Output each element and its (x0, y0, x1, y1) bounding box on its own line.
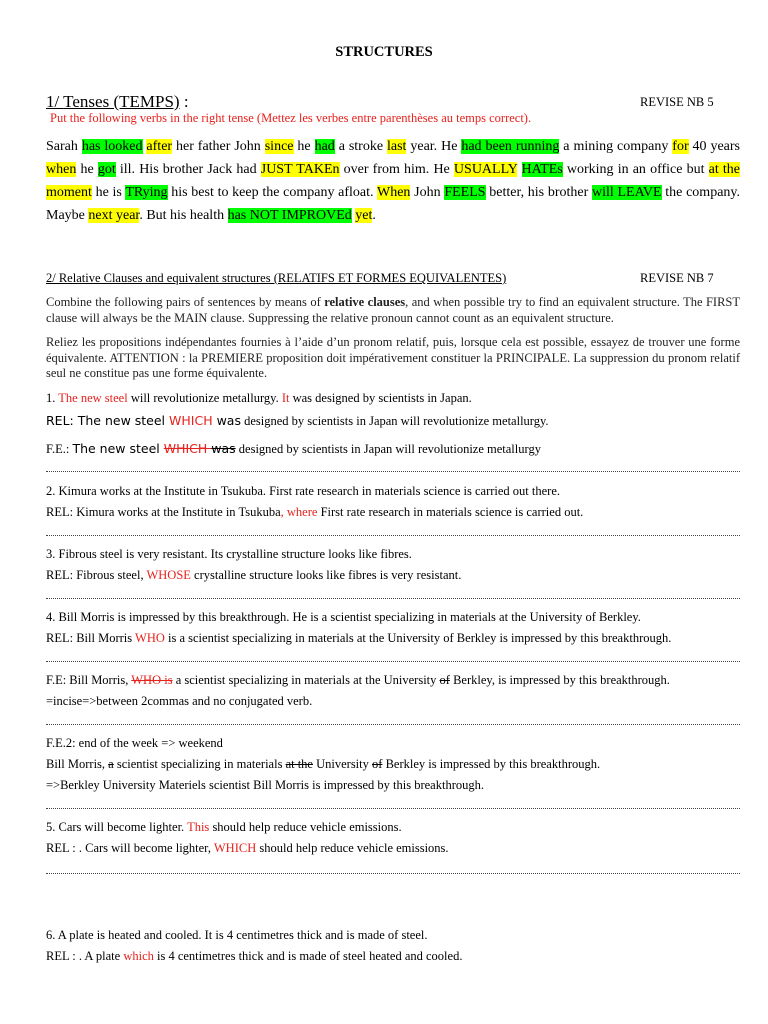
answer-line (46, 661, 740, 662)
section1-revise-note: REVISE NB 5 (640, 95, 714, 109)
answer-highlight: had (314, 139, 335, 154)
answer-highlight: next year (88, 208, 140, 223)
exercise-2-question: 2. Kimura works at the Institute in Tsukuba. First rate research in materials science is carried out there. (46, 484, 561, 498)
instructions-french: Reliez les propositions indépendantes fournies à l’aide d’un pronom relatif, puis, lorsque cela est possible, essayez de trouver une forme équivalente. ATTENTION : la PREMIERE proposition doit impérativement constituer la PRINCIPALE. La suppression du pronom relatif seul ne constitue pas une forme équivalente. (46, 335, 740, 380)
answer-line (46, 873, 740, 874)
section1-heading-text: Tenses (TEMPS) (63, 92, 180, 111)
answer-highlight: yet (355, 208, 373, 223)
answer-highlight: since (264, 139, 294, 154)
exercise-3-relative: REL: Fibrous steel, WHOSE crystalline structure looks like fibres is very resistant. (46, 568, 462, 582)
exercise-4-question: 4. Bill Morris is impressed by this breakthrough. He is a scientist specializing in materials at the University of Berkley. (46, 610, 641, 624)
answer-line (46, 808, 740, 809)
exercise-1-equivalent: F.E.: The new steel WHICH was designed by scientists in Japan will revolutionize metallurgy (46, 441, 541, 456)
answer-highlight: will LEAVE (591, 185, 662, 200)
answer-highlight: has NOT IMPROVEd (227, 208, 352, 223)
exercise-1-relative: REL: The new steel WHICH was designed by scientists in Japan will revolutionize metallurgy. (46, 413, 549, 428)
section1-instruction: Put the following verbs in the right tense (Mettez les verbes entre parenthèses au temps correct). (50, 111, 532, 125)
answer-highlight: has looked (81, 139, 143, 154)
answer-highlight: USUALLY (453, 162, 518, 177)
answer-line (46, 471, 740, 472)
section2-revise-note: REVISE NB 7 (640, 271, 714, 285)
section1-heading-number: 1/ (46, 92, 64, 111)
answer-highlight: TRying (125, 185, 168, 200)
exercise-1-question: 1. The new steel will revolutionize metallurgy. It was designed by scientists in Japan. (46, 391, 472, 405)
section2-heading: 2/ Relative Clauses and equivalent structures (RELATIFS ET FORMES EQUIVALENTES) (46, 271, 507, 285)
exercise-2-relative: REL: Kimura works at the Institute in Tsukuba, where First rate research in materials science is carried out. (46, 505, 584, 519)
tenses-paragraph: Sarah has looked after her father John since he had a stroke last year. He had been running a mining company for 40 years when he got ill. His brother Jack had JUST TAKEn over from him. He USUALLY HATEs working in an office but at the moment he is TRying his best to keep the company afloat. When John FEELS better, his brother will LEAVE the company. Maybe next year. But his health has NOT IMPROVEd yet. (46, 139, 741, 223)
exercise-4-equivalent-2: Bill Morris, a scientist specializing in materials at the University of Berkley is impressed by this breakthrough. (46, 757, 601, 771)
answer-highlight: after (146, 139, 173, 154)
answer-highlight: HATEs (521, 162, 563, 177)
exercise-4-equivalent-note: =incise=>between 2commas and no conjugated verb. (46, 694, 313, 708)
answer-line (46, 598, 740, 599)
answer-highlight: had been running (461, 139, 560, 154)
instructions-english: Combine the following pairs of sentences by means of relative clauses, and when possible try to find an equivalent structure. The FIRST clause will always be the MAIN clause. Suppressing the relative pronoun cannot count as an equivalent structure. (46, 295, 741, 325)
answer-line (46, 724, 740, 725)
answer-highlight: FEELS (444, 185, 486, 200)
exercise-6-question: 6. A plate is heated and cooled. It is 4 centimetres thick and is made of steel. (46, 928, 428, 942)
answer-highlight: got (97, 162, 116, 177)
exercise-3-question: 3. Fibrous steel is very resistant. Its crystalline structure looks like fibres. (46, 547, 412, 561)
answer-highlight: at the moment (46, 162, 741, 200)
answer-highlight: last (386, 139, 407, 154)
exercise-5-relative: REL : . Cars will become lighter, WHICH should help reduce vehicle emissions. (46, 841, 449, 855)
exercise-4-equivalent-2-compound: =>Berkley University Materiels scientist Bill Morris is impressed by this breakthrough. (46, 778, 484, 792)
answer-highlight: When (377, 185, 411, 200)
section1-heading-colon: : (179, 92, 189, 111)
exercise-6-relative: REL : . A plate which is 4 centimetres thick and is made of steel heated and cooled. (46, 949, 463, 963)
answer-highlight: JUST TAKEn (260, 162, 340, 177)
answer-highlight: when (46, 162, 77, 177)
section1-heading (46, 92, 189, 112)
exercise-4-equivalent: F.E: Bill Morris, WHO is a scientist specializing in materials at the University of Berkley, is impressed by this breakthrough. (46, 673, 670, 687)
answer-line (46, 535, 740, 536)
answer-highlight: for (672, 139, 689, 154)
exercise-5-question: 5. Cars will become lighter. This should help reduce vehicle emissions. (46, 820, 402, 834)
exercise-4-equivalent-2-heading: F.E.2: end of the week => weekend (46, 736, 223, 750)
exercise-4-relative: REL: Bill Morris WHO is a scientist specializing in materials at the University of Berkley is impressed by this breakthrough. (46, 631, 672, 645)
page-title: STRUCTURES (335, 44, 433, 60)
